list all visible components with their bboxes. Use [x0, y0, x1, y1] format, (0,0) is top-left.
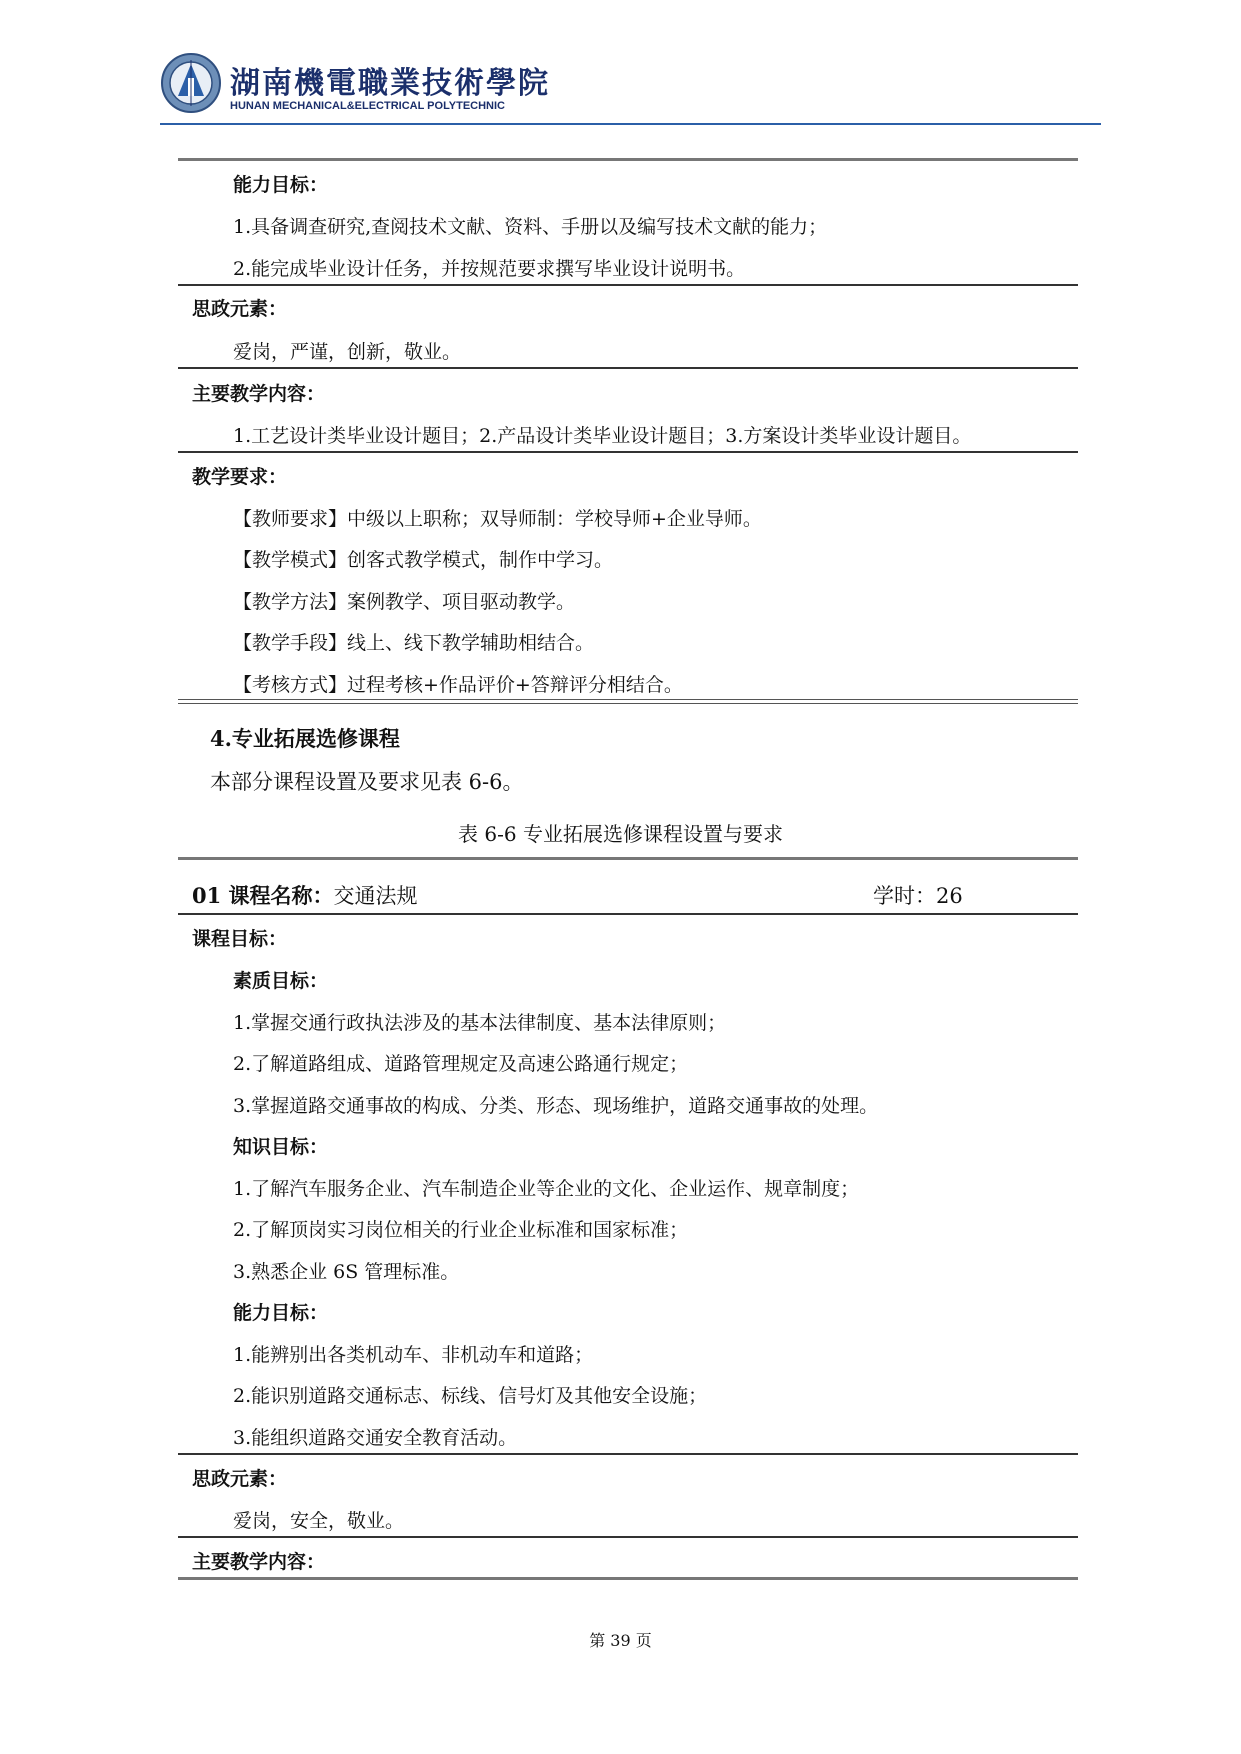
requirement-item: 【教学模式】创客式教学模式，制作中学习。: [233, 549, 614, 571]
content-text: 1.工艺设计类毕业设计题目；2.产品设计类毕业设计题目；3.方案设计类毕业设计题目。: [233, 425, 972, 447]
goals-heading: 课程目标：: [192, 928, 288, 950]
quality-heading: 素质目标：: [233, 970, 329, 992]
requirement-item: 【教学手段】线上、线下教学辅助相结合。: [233, 632, 595, 654]
course-title-row: [192, 880, 992, 910]
course-prefix: 01 课程名称：: [192, 883, 334, 908]
ideology-text: 爱岗，严谨，创新，敬业。: [233, 341, 462, 363]
requirement-item: 【教学方法】案例教学、项目驱动教学。: [233, 591, 576, 613]
ideology-heading: 思政元素：: [192, 1468, 288, 1490]
list-item: 3.能组织道路交通安全教育活动。: [233, 1427, 518, 1449]
header-divider: [160, 123, 1101, 125]
requirements-heading: 教学要求：: [192, 466, 288, 488]
list-item: 2.能完成毕业设计任务，并按规范要求撰写毕业设计说明书。: [233, 258, 746, 280]
content-heading: 主要教学内容：: [192, 1551, 326, 1573]
list-item: 1.能辨别出各类机动车、非机动车和道路；: [233, 1344, 594, 1366]
ability-heading: 能力目标：: [233, 1302, 329, 1324]
list-item: 2.了解顶岗实习岗位相关的行业企业标准和国家标准；: [233, 1219, 689, 1241]
course-hours: [873, 880, 963, 910]
row-divider: [178, 1453, 1078, 1455]
page-number: 第 39 页: [589, 1631, 652, 1650]
school-logo-icon: [160, 52, 222, 114]
table-top-border: [178, 857, 1078, 860]
ideology-text: 爱岗，安全，敬业。: [233, 1510, 405, 1532]
content-heading: 主要教学内容：: [192, 383, 326, 405]
row-divider: [178, 451, 1078, 453]
section-intro: 本部分课程设置及要求见表 6-6。: [210, 770, 524, 794]
knowledge-heading: 知识目标：: [233, 1136, 329, 1158]
table-top-border: [178, 158, 1078, 161]
ideology-heading: 思政元素：: [192, 298, 288, 320]
section-title: 4.专业拓展选修课程: [210, 726, 400, 751]
requirement-item: 【教师要求】中级以上职称；双导师制：学校导师+企业导师。: [233, 508, 762, 530]
row-divider: [178, 367, 1078, 369]
list-item: 1.具备调查研究,查阅技术文献、资料、手册以及编写技术文献的能力；: [233, 216, 828, 238]
table-bottom-border: [178, 1577, 1078, 1580]
list-item: 1.了解汽车服务企业、汽车制造企业等企业的文化、企业运作、规章制度；: [233, 1178, 860, 1200]
list-item: 3.掌握道路交通事故的构成、分类、形态、现场维护，道路交通事故的处理。: [233, 1095, 879, 1117]
ability-heading: 能力目标：: [233, 174, 329, 196]
school-name-en: HUNAN MECHANICAL&ELECTRICAL POLYTECHNIC: [230, 100, 506, 112]
list-item: 3.熟悉企业 6S 管理标准。: [233, 1261, 460, 1283]
school-name-cn: 湖南機電職業技術學院: [230, 66, 550, 101]
hours-value: 26: [936, 884, 963, 908]
row-divider: [178, 913, 1078, 915]
table-caption: 表 6-6 专业拓展选修课程设置与要求: [458, 822, 783, 846]
list-item: 2.了解道路组成、道路管理规定及高速公路通行规定；: [233, 1053, 689, 1075]
row-divider: [178, 1536, 1078, 1538]
hours-label: 学时：: [873, 884, 936, 908]
table-bottom-border: [178, 699, 1078, 704]
list-item: 1.掌握交通行政执法涉及的基本法律制度、基本法律原则；: [233, 1012, 727, 1034]
list-item: 2.能识别道路交通标志、标线、信号灯及其他安全设施；: [233, 1385, 708, 1407]
course-name: 交通法规: [333, 884, 418, 908]
requirement-item: 【考核方式】过程考核+作品评价+答辩评分相结合。: [233, 674, 683, 696]
row-divider: [178, 284, 1078, 286]
